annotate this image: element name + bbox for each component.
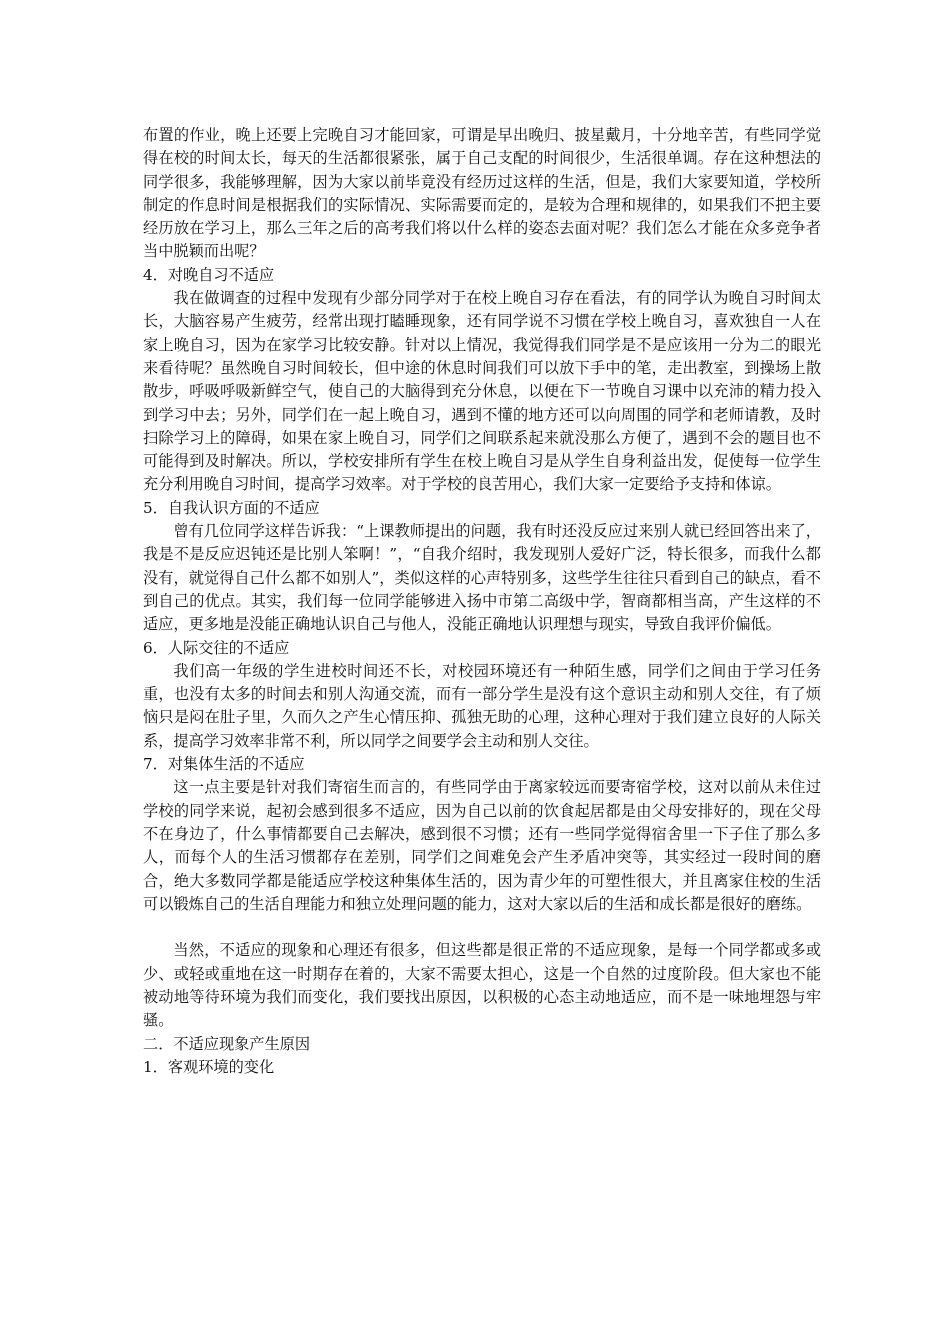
subheading-objective-environment: 1．客观环境的变化 bbox=[143, 1057, 275, 1076]
paragraph-self-awareness: 曾有几位同学这样告诉我：“上课教师提出的问题，我有时还没反应过来别人就已经回答出来了，我是不是反应迟钝还是比别人笨啊！”，“自我介绍时，我发现别人爱好广泛，特长很多，而我什么都没有，就觉得自己什么都不如别人”，类似这样的心声特别多，这些学生往往只看到自己的缺点，看不到自己的优点。其实，我们每一位同学能够进入扬中市第二高级中学，智商都相当高，产生这样的不适应，更多地是没能正确地认识自己与他人，没能正确地认识理想与现实，导致自我评价偏低。 bbox=[143, 522, 821, 634]
heading-collective-life: 7．对集体生活的不适应 bbox=[143, 755, 305, 774]
heading-self-awareness: 5．自我认识方面的不适应 bbox=[143, 498, 320, 517]
heading-evening-study: 4．对晚自习不适应 bbox=[143, 265, 275, 284]
heading-interpersonal: 6．人际交往的不适应 bbox=[143, 638, 290, 657]
document-page bbox=[143, 124, 821, 1079]
intro-paragraph: 布置的作业，晚上还要上完晚自习才能回家，可谓是早出晚归、披星戴月，十分地辛苦，有些同学觉得在校的时间太长，每天的生活都很紧张，属于自己支配的时间很少，生活很单调。存在这种想法的同学很多，我能够理解，因为大家以前毕竟没有经历过这样的生活，但是，我们大家要知道，学校所制定的作息时间是根据我们的实际情况、实际需要而定的，是较为合理和规律的，如果我们不把主要经历放在学习上，那么三年之后的高考我们将以什么样的姿态去面对呢？我们怎么才能在众多竞争者当中脱颖而出呢？ bbox=[143, 126, 821, 261]
paragraph-collective-life: 这一点主要是针对我们寄宿生而言的，有些同学由于离家较远而要寄宿学校，这对以前从未住过学校的同学来说，起初会感到很多不适应，因为自己以前的饮食起居都是由父母安排好的，现在父母不在身边了，什么事情都要自己去解决，感到很不习惯；还有一些同学觉得宿舍里一下子住了那么多人，而每个人的生活习惯都存在差别，同学们之间难免会产生矛盾冲突等，其实经过一段时间的磨合，绝大多数同学都是能适应学校这种集体生活的，因为青少年的可塑性很大，并且离家住校的生活可以锻炼自己的生活自理能力和独立处理问题的能力，这对大家以后的生活和成长都是很好的磨练。 bbox=[143, 778, 821, 913]
blank-line bbox=[143, 916, 821, 939]
paragraph-interpersonal: 我们高一年级的学生进校时间还不长，对校园环境还有一种陌生感，同学们之间由于学习任务重，也没有太多的时间去和别人沟通交流，而有一部分学生是没有这个意识主动和别人交往，有了烦恼只是闷在肚子里，久而久之产生心情压抑、孤独无助的心理，这种心理对于我们建立良好的人际关系，提高学习效率非常不利，所以同学之间要学会主动和别人交往。 bbox=[143, 661, 821, 750]
summary-paragraph: 当然，不适应的现象和心理还有很多，但这些都是很正常的不适应现象，是每一个同学都或多或少、或轻或重地在这一时期存在着的，大家不需要太担心，这是一个自然的过度阶段。但大家也不能被动地等待环境为我们而变化，我们要找出原因，以积极的心态主动地适应，而不是一味地埋怨与牢骚。 bbox=[143, 941, 821, 1030]
paragraph-evening-study: 我在做调查的过程中发现有少部分同学对于在校上晚自习存在看法，有的同学认为晚自习时间太长，大脑容易产生疲劳，经常出现打瞌睡现象，还有同学说不习惯在学校上晚自习，喜欢独自一人在家上晚自习，因为在家学习比较安静。针对以上情况，我觉得我们同学是不是应该用一分为二的眼光来看待呢？虽然晚自习时间较长，但中途的休息时间我们可以放下手中的笔，走出教室，到操场上散散步，呼吸呼吸新鲜空气，使自己的大脑得到充分休息，以便在下一节晚自习课中以充沛的精力投入到学习中去；另外，同学们在一起上晚自习，遇到不懂的地方还可以向周围的同学和老师请教，及时扫除学习上的障碍，如果在家上晚自习，同学们之间联系起来就没那么方便了，遇到不会的题目也不可能得到及时解决。所以，学校安排所有学生在校上晚自习是从学生自身利益出发，促使每一位学生充分利用晚自习时间，提高学习效率。对于学校的良苦用心，我们大家一定要给予支持和体谅。 bbox=[143, 289, 821, 494]
section-heading-causes: 二．不适应现象产生原因 bbox=[143, 1034, 311, 1053]
